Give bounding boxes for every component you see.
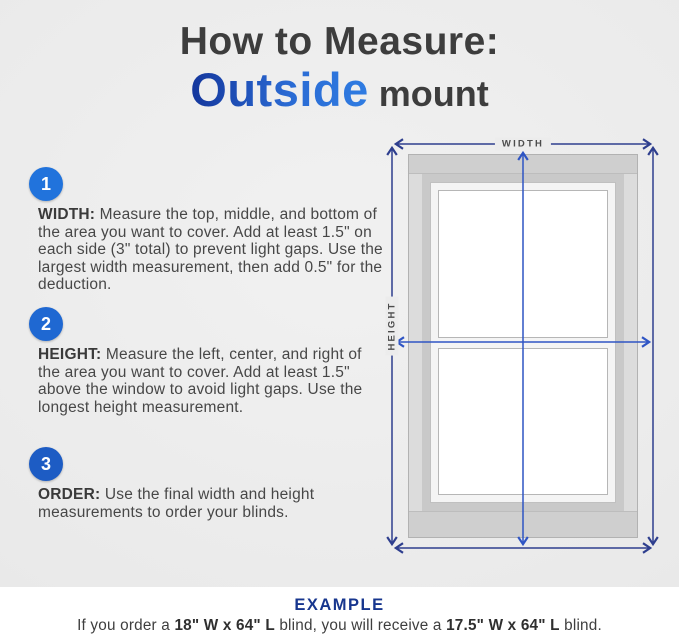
step-3-body: Use the final width and height measurements to order your blinds.: [38, 486, 315, 521]
step-2-label: HEIGHT:: [38, 346, 102, 363]
step-2-body: Measure the left, center, and right of the area you want to cover. Add at least 1.5" above the window to avoid light gaps. Use the longest height measurement.: [38, 346, 363, 416]
step-1-label: WIDTH:: [38, 206, 96, 223]
step-2-number-badge: 2: [29, 307, 63, 341]
example-heading: EXAMPLE: [294, 596, 385, 614]
height-dimension-label: HEIGHT: [386, 296, 399, 355]
step-1: [29, 167, 389, 294]
example-part-5: blind.: [559, 617, 602, 634]
step-3-number-badge: 3: [29, 447, 63, 481]
step-3-text: [38, 486, 383, 521]
title-highlight-outside: Outside: [190, 62, 369, 116]
step-3: [29, 447, 389, 521]
example-received-size: 17.5" W x 64" L: [446, 617, 560, 634]
example-ordered-size: 18" W x 64" L: [174, 617, 275, 634]
title-line2: [0, 62, 679, 116]
page-title: [0, 22, 679, 114]
step-2: [29, 307, 389, 416]
window-measurement-diagram: [383, 136, 675, 594]
width-dimension-label: WIDTH: [495, 138, 551, 151]
title-suffix-mount: mount: [378, 72, 489, 114]
step-1-text: [38, 206, 383, 294]
example-sentence: [0, 617, 679, 635]
step-2-text: [38, 346, 383, 416]
step-3-label: ORDER:: [38, 486, 101, 503]
measurement-arrows: [383, 136, 675, 594]
example-part-3: blind, you will receive a: [274, 617, 447, 634]
title-line1: How to Measure:: [179, 20, 500, 63]
example-part-1: If you order a: [77, 617, 175, 634]
step-1-number-badge: 1: [29, 167, 63, 201]
step-1-body: Measure the top, middle, and bottom of the area you want to cover. Add at least 1.5" on each side (3" total) to prevent light gaps. Use the largest width measurement, then add 0.5" for the deduction.: [38, 206, 383, 293]
example-section: [0, 587, 679, 644]
